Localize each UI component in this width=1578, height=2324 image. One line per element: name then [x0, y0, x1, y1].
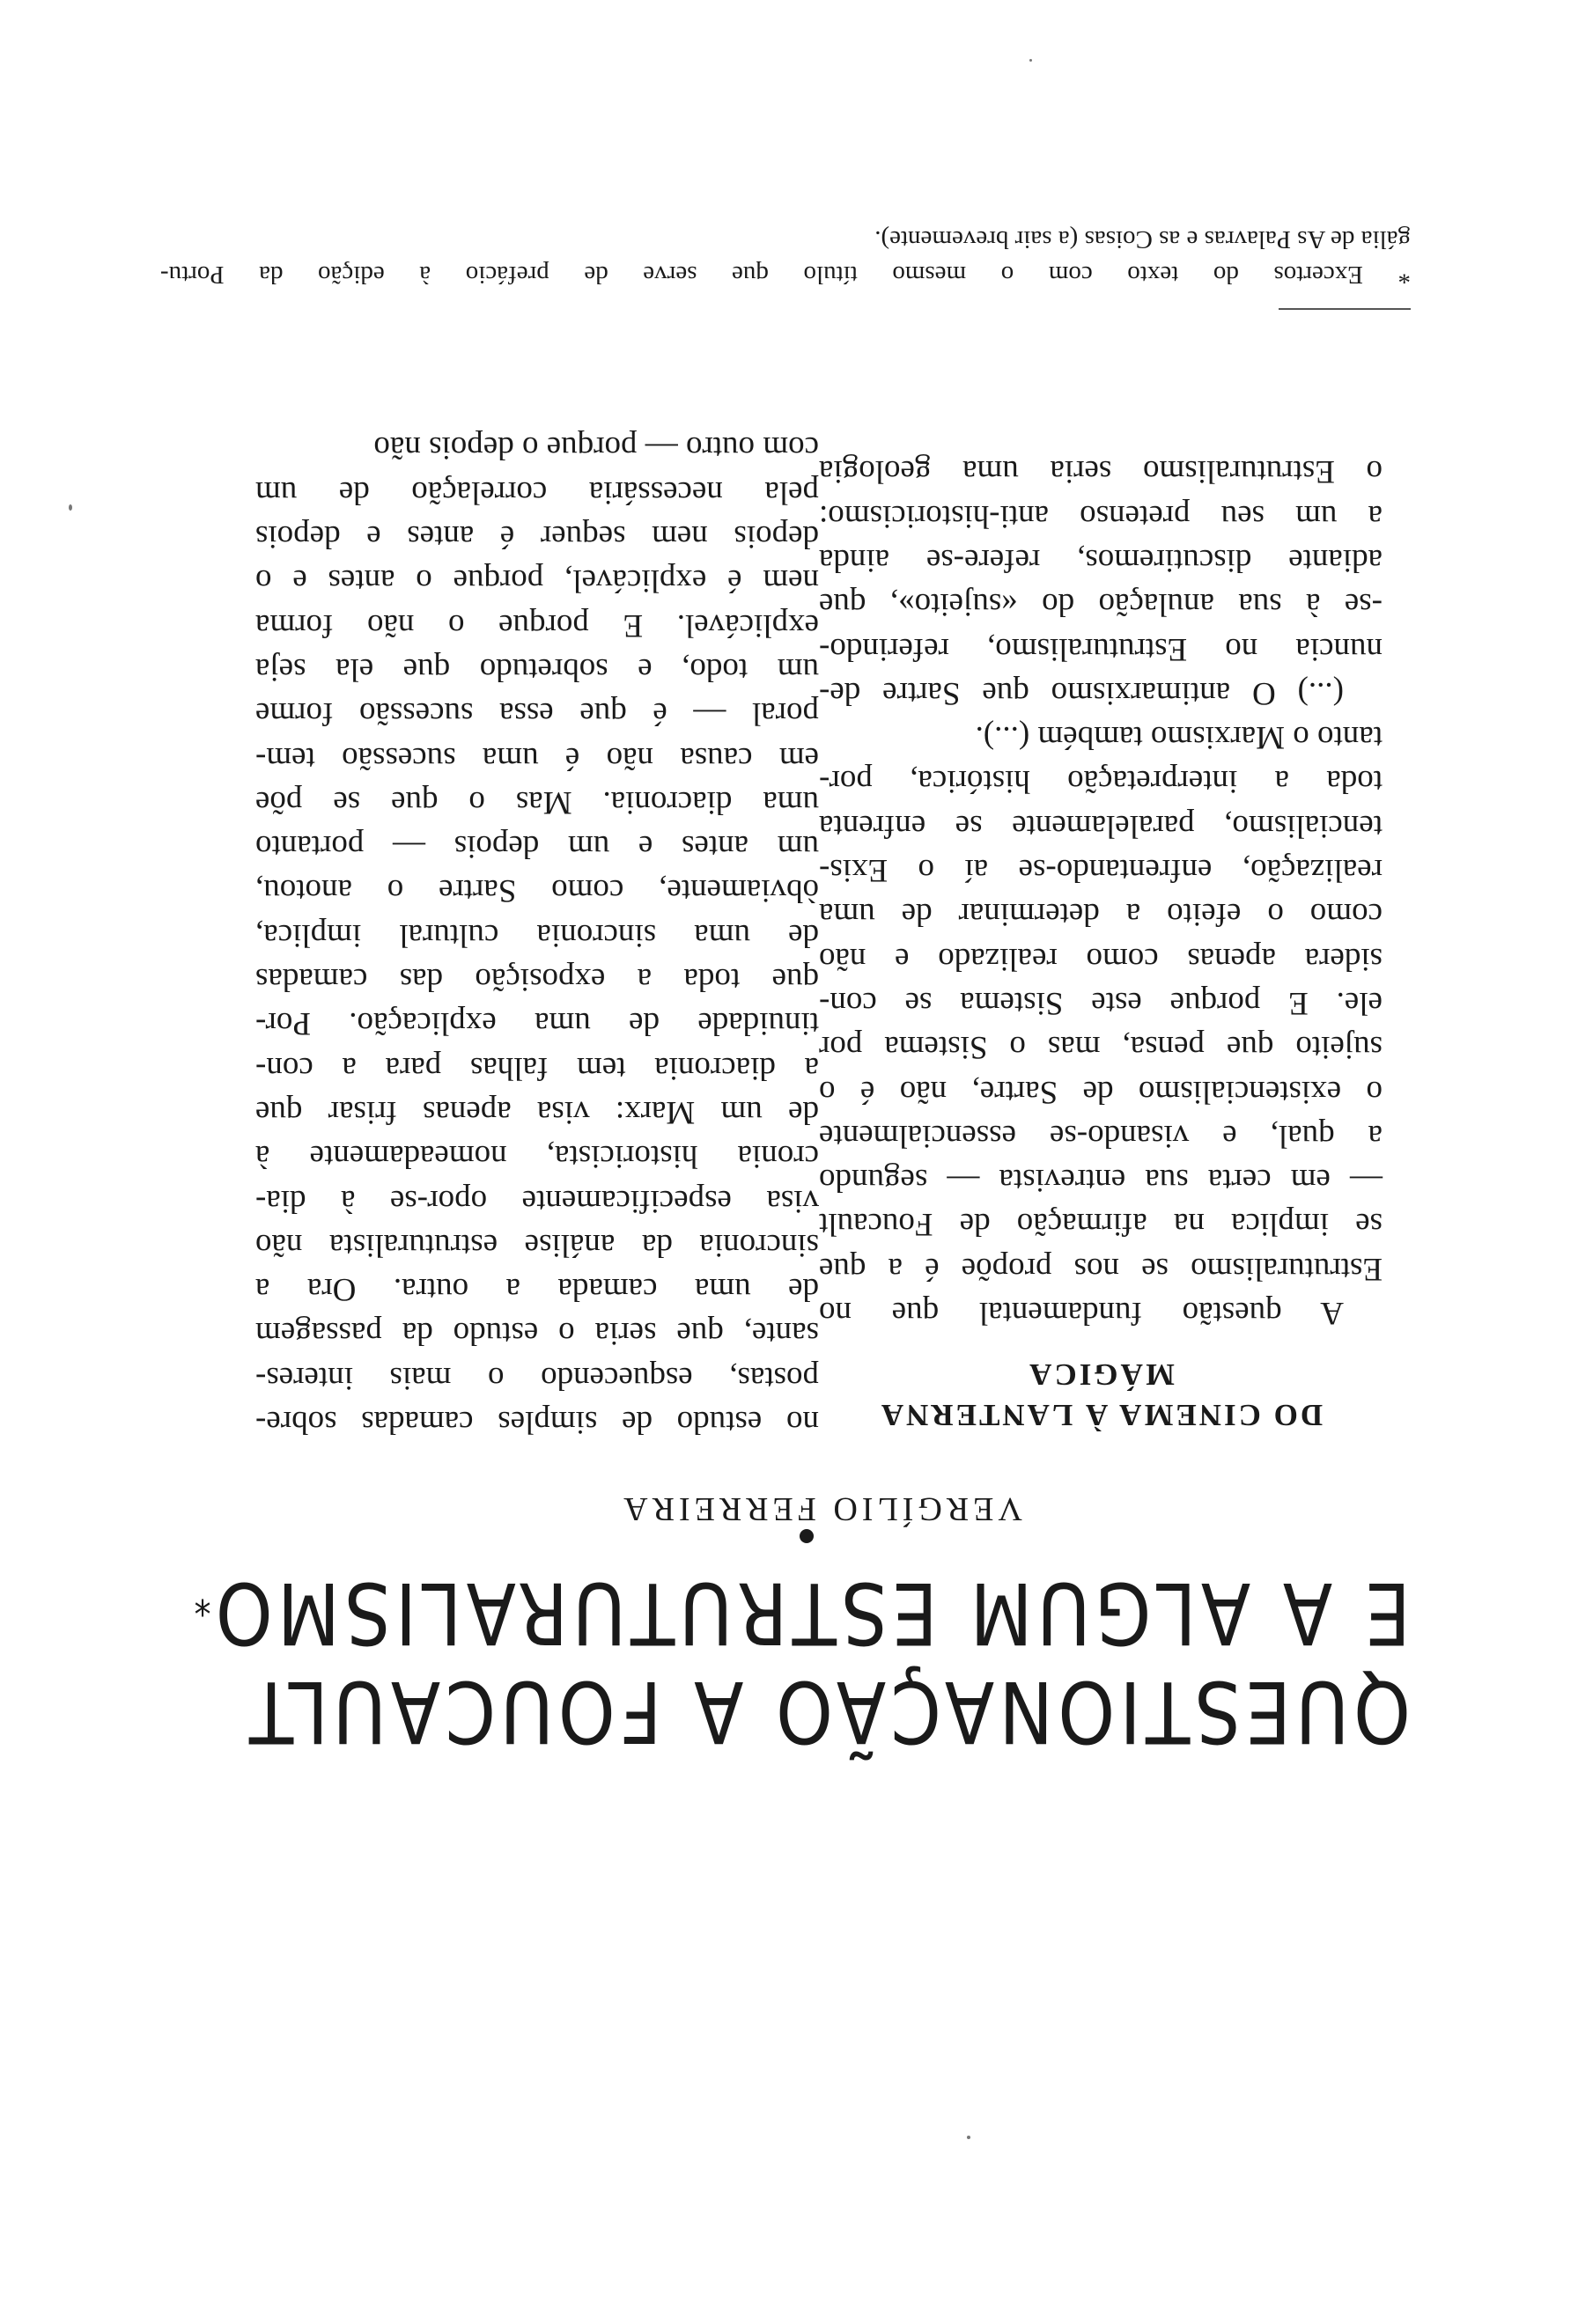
- text-line: — em certa sua entrevista — segundo: [819, 1162, 1383, 1199]
- text-line: como o efeito a determinar de uma: [819, 896, 1383, 933]
- scan-speck: [1029, 59, 1032, 62]
- section-heading: [819, 1354, 1383, 1435]
- text-line: o existencialismo de Sartre, não é o: [819, 1073, 1383, 1110]
- text-line: adiante discutiremos, refere-se ainda: [819, 541, 1383, 578]
- text-line: com outro — porque o depois não: [373, 430, 819, 467]
- text-line: visa especificamente opor-se à dia-: [255, 1182, 819, 1219]
- text-line: ele. E porque este Sistema se con-: [819, 984, 1383, 1021]
- text-line: no estudo de simples camadas sobre-: [255, 1404, 819, 1440]
- text-line: cronia historicista, nomeadamente à: [255, 1138, 819, 1175]
- text-line: realização, enfrentando-se aí o Exis-: [819, 852, 1383, 889]
- footnote: [160, 222, 1411, 292]
- text-line: se implica na afirmação de Foucault: [819, 1206, 1383, 1243]
- section-heading-line-2: MÁGICA: [1027, 1357, 1175, 1392]
- text-line: Estruturalismo se nos propõe é a que: [819, 1250, 1383, 1287]
- text-line: em causa não é uma sucessão tem-: [255, 739, 819, 776]
- text-line: a um seu pretenso anti-historicismo:: [819, 497, 1383, 534]
- separator-dot: [800, 1529, 814, 1543]
- scan-speck: [967, 2136, 970, 2139]
- text-line: postas, esquecendo o mais interes-: [255, 1359, 819, 1396]
- text-line: pela necessária correlação de um: [255, 474, 819, 511]
- footnote-line: gália de As Palavras e as Coisas (a sair brevemente).: [874, 225, 1411, 254]
- text-line: tanto o Marxismo também (...).: [975, 719, 1383, 756]
- text-line: de um Marx: visa apenas frisar que: [255, 1093, 819, 1130]
- section-heading-line-1: DO CINEMA À LANTERNA: [878, 1398, 1324, 1432]
- text-line: que toda a exposição das camadas: [255, 961, 819, 998]
- text-line: o Estruturalismo seria uma geologia: [819, 453, 1383, 490]
- text-line: nem é explicável, porque o antes e o: [255, 563, 819, 599]
- text-line: òbviamente, como Sartre o anotou,: [255, 872, 819, 909]
- text-line: tencialismo, paralelamente se enfrenta: [819, 807, 1383, 844]
- scan-speck: [69, 504, 72, 511]
- text-line: nuncia no Estruturalismo, referindo-: [819, 630, 1383, 667]
- text-line: sidera apenas como realizado e não: [819, 940, 1383, 977]
- title-line-2: E A ALGUM ESTRUTURALISMO: [210, 1563, 1411, 1662]
- text-line: sincronia da análise estruturalista não: [255, 1226, 819, 1263]
- text-line: de uma camada a outra. Ora a: [255, 1271, 819, 1308]
- article-title: [189, 1563, 1411, 1761]
- footnote-line: * Excertos do texto com o mesmo título que serve de prefácio à edição da Portu-: [160, 261, 1411, 289]
- title-footnote-mark: *: [189, 1578, 211, 1623]
- text-line: explicável. E porque o não forma: [255, 607, 819, 644]
- text-line: toda a interpretação histórica, por-: [819, 763, 1383, 800]
- author-name: VERGÍLIO FERREIRA: [619, 1490, 1022, 1527]
- text-line: tinuidade de uma explicação. Por-: [255, 1005, 819, 1042]
- text-line: um antes e um depois — portanto: [255, 828, 819, 865]
- text-line: A questão fundamental que no: [819, 1295, 1344, 1331]
- text-line: (...) O antimarxismo que Sartre de-: [819, 674, 1344, 711]
- text-line: poral — é que essa sucessão forme: [255, 695, 819, 732]
- text-line: a qual, e visando-se essencialmente: [819, 1117, 1383, 1154]
- text-line: depois nem sequer é antes e depois: [255, 518, 819, 555]
- text-line: de uma sincronia cultural implica,: [255, 916, 819, 953]
- text-line: sante, que seria o estudo da passagem: [255, 1315, 819, 1352]
- text-line: uma diacronia. Mas o que se põe: [255, 783, 819, 820]
- text-line: sujeito que pensa, mas o Sistema por: [819, 1029, 1383, 1066]
- text-line: um todo, e sobretudo que ela seja: [255, 651, 819, 688]
- text-line: -se à sua anulação do «sujeito», que: [819, 586, 1383, 623]
- footnote-divider: [1279, 308, 1411, 310]
- left-column: [819, 449, 1383, 1435]
- title-line-1: QUESTIONAÇÃO A FOUCAULT: [244, 1662, 1411, 1761]
- text-line: a diacronia tem falhas para a con-: [255, 1049, 819, 1086]
- right-column: [255, 425, 819, 1444]
